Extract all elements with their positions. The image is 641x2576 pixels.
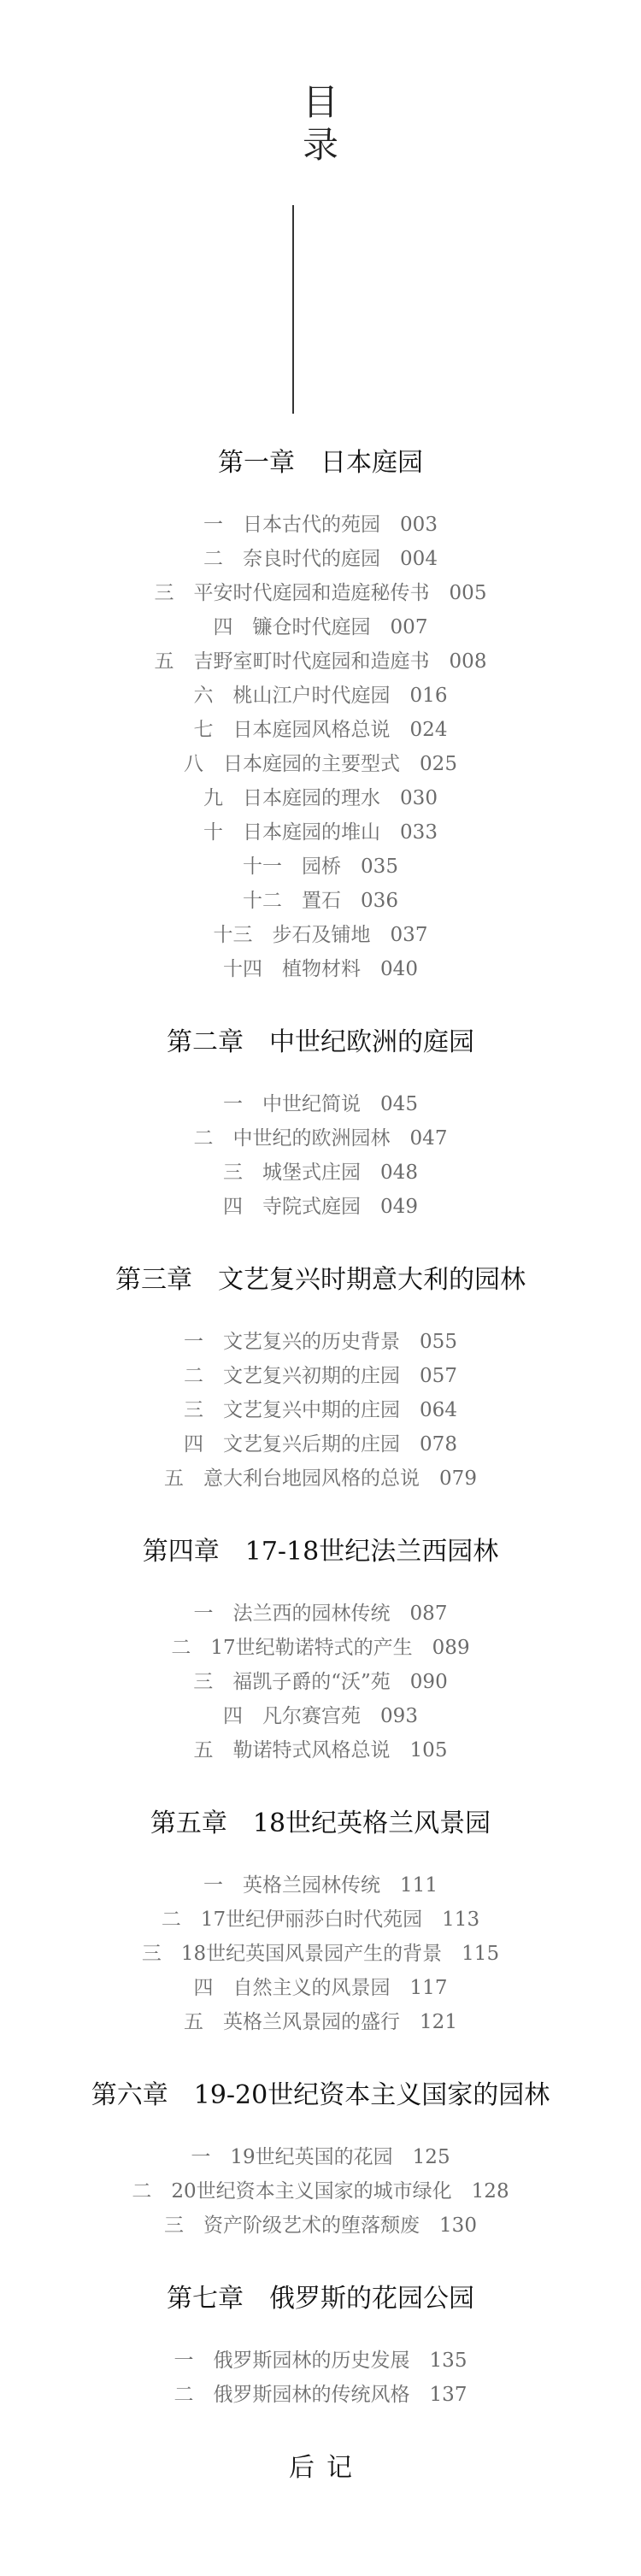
- chapter-section: [0, 1026, 641, 1224]
- toc-entry[interactable]: 四 文艺复兴后期的庄园 078: [184, 1433, 457, 1456]
- chapter-entry-list: [0, 1868, 641, 2039]
- toc-entry[interactable]: 四 凡尔赛宫苑 093: [223, 1705, 418, 1727]
- toc-entry[interactable]: 四 寺院式庭园 049: [223, 1196, 418, 1218]
- chapter-heading[interactable]: 第二章 中世纪欧洲的庭园: [167, 1027, 474, 1057]
- afterword-heading[interactable]: 后记: [289, 2453, 364, 2483]
- toc-entry[interactable]: 三 18世纪英国风景园产生的背景 115: [141, 1943, 500, 1965]
- chapter-entry-list: [0, 2344, 641, 2412]
- toc-title-char-1: 目: [302, 81, 338, 123]
- chapter-heading[interactable]: 第三章 文艺复兴时期意大利的园林: [115, 1265, 526, 1295]
- toc-entry[interactable]: 二 俄罗斯园林的传统风格 137: [173, 2384, 468, 2406]
- toc-entry[interactable]: 十二 置石 036: [243, 890, 398, 912]
- toc-entry[interactable]: 二 17世纪勒诺特式的产生 089: [171, 1637, 470, 1659]
- toc-entry[interactable]: 二 奈良时代的庭园 004: [203, 548, 438, 570]
- toc-entry[interactable]: 三 文艺复兴中期的庄园 064: [184, 1399, 457, 1421]
- toc-entry[interactable]: 一 俄罗斯园林的历史发展 135: [173, 2350, 468, 2372]
- toc-entry[interactable]: 十 日本庭园的堆山 033: [203, 821, 438, 844]
- chapter-heading[interactable]: 第四章 17-18世纪法兰西园林: [142, 1537, 499, 1567]
- toc-entry[interactable]: 二 文艺复兴初期的庄园 057: [184, 1365, 457, 1387]
- toc-entry[interactable]: 二 17世纪伊丽莎白时代苑园 113: [161, 1908, 480, 1931]
- toc-entry[interactable]: 五 意大利台地园风格的总说 079: [164, 1467, 477, 1490]
- toc-entry[interactable]: 三 平安时代庭园和造庭秘传书 005: [154, 582, 487, 604]
- toc-entry[interactable]: 三 福凯子爵的“沃”苑 090: [193, 1671, 448, 1693]
- table-of-contents: [0, 446, 641, 2485]
- chapter-entry-list: [0, 1087, 641, 1224]
- toc-entry[interactable]: 五 吉野室町时代庭园和造庭书 008: [154, 650, 487, 673]
- chapter-section: [0, 1807, 641, 2039]
- toc-entry[interactable]: 二 20世纪资本主义国家的城市绿化 128: [132, 2180, 509, 2203]
- toc-entry[interactable]: 一 中世纪简说 045: [223, 1093, 418, 1115]
- toc-entry[interactable]: 八 日本庭园的主要型式 025: [184, 753, 457, 775]
- toc-entry[interactable]: 四 镰仓时代庭园 007: [213, 616, 428, 638]
- chapter-entry-list: [0, 1597, 641, 1767]
- toc-entry[interactable]: 四 自然主义的风景园 117: [193, 1977, 448, 1999]
- chapter-entry-list: [0, 1325, 641, 1496]
- chapter-heading[interactable]: 第七章 俄罗斯的花园公园: [167, 2284, 474, 2314]
- toc-entry[interactable]: 七 日本庭园风格总说 024: [193, 719, 448, 741]
- toc-entry[interactable]: 一 文艺复兴的历史背景 055: [184, 1331, 457, 1353]
- chapter-heading[interactable]: 第五章 18世纪英格兰风景园: [150, 1808, 491, 1838]
- toc-entry[interactable]: 十四 植物材料 040: [223, 958, 418, 980]
- chapter-section: [0, 1535, 641, 1767]
- toc-entry[interactable]: 十三 步石及铺地 037: [213, 924, 428, 946]
- toc-title-char-2: 录: [302, 124, 338, 166]
- toc-entry[interactable]: 三 城堡式庄园 048: [223, 1162, 418, 1184]
- toc-entry[interactable]: 三 资产阶级艺术的堕落颓废 130: [164, 2214, 477, 2237]
- chapter-section: [0, 2282, 641, 2412]
- chapter-entry-list: [0, 508, 641, 986]
- toc-entry[interactable]: 十一 园桥 035: [243, 856, 398, 878]
- toc-title: [0, 81, 641, 167]
- chapter-section: [0, 1263, 641, 1496]
- toc-entry[interactable]: 五 英格兰风景园的盛行 121: [184, 2011, 457, 2033]
- chapter-entry-list: [0, 2140, 641, 2243]
- vertical-divider: [292, 205, 294, 414]
- toc-entry[interactable]: 九 日本庭园的理水 030: [203, 787, 438, 809]
- toc-entry[interactable]: 一 19世纪英国的花园 125: [191, 2146, 450, 2168]
- chapter-section: [0, 446, 641, 986]
- chapter-heading[interactable]: 第六章 19-20世纪资本主义国家的园林: [91, 2080, 550, 2110]
- toc-entry[interactable]: 一 日本古代的苑园 003: [203, 514, 438, 536]
- chapter-section: [0, 2079, 641, 2243]
- chapter-heading[interactable]: 第一章 日本庭园: [218, 448, 423, 478]
- toc-entry[interactable]: 一 法兰西的园林传统 087: [193, 1603, 448, 1625]
- toc-entry[interactable]: 六 桃山江户时代庭园 016: [193, 685, 448, 707]
- toc-entry[interactable]: 一 英格兰园林传统 111: [203, 1874, 438, 1897]
- toc-entry[interactable]: 五 勒诺特式风格总说 105: [193, 1739, 448, 1761]
- toc-entry[interactable]: 二 中世纪的欧洲园林 047: [193, 1127, 448, 1150]
